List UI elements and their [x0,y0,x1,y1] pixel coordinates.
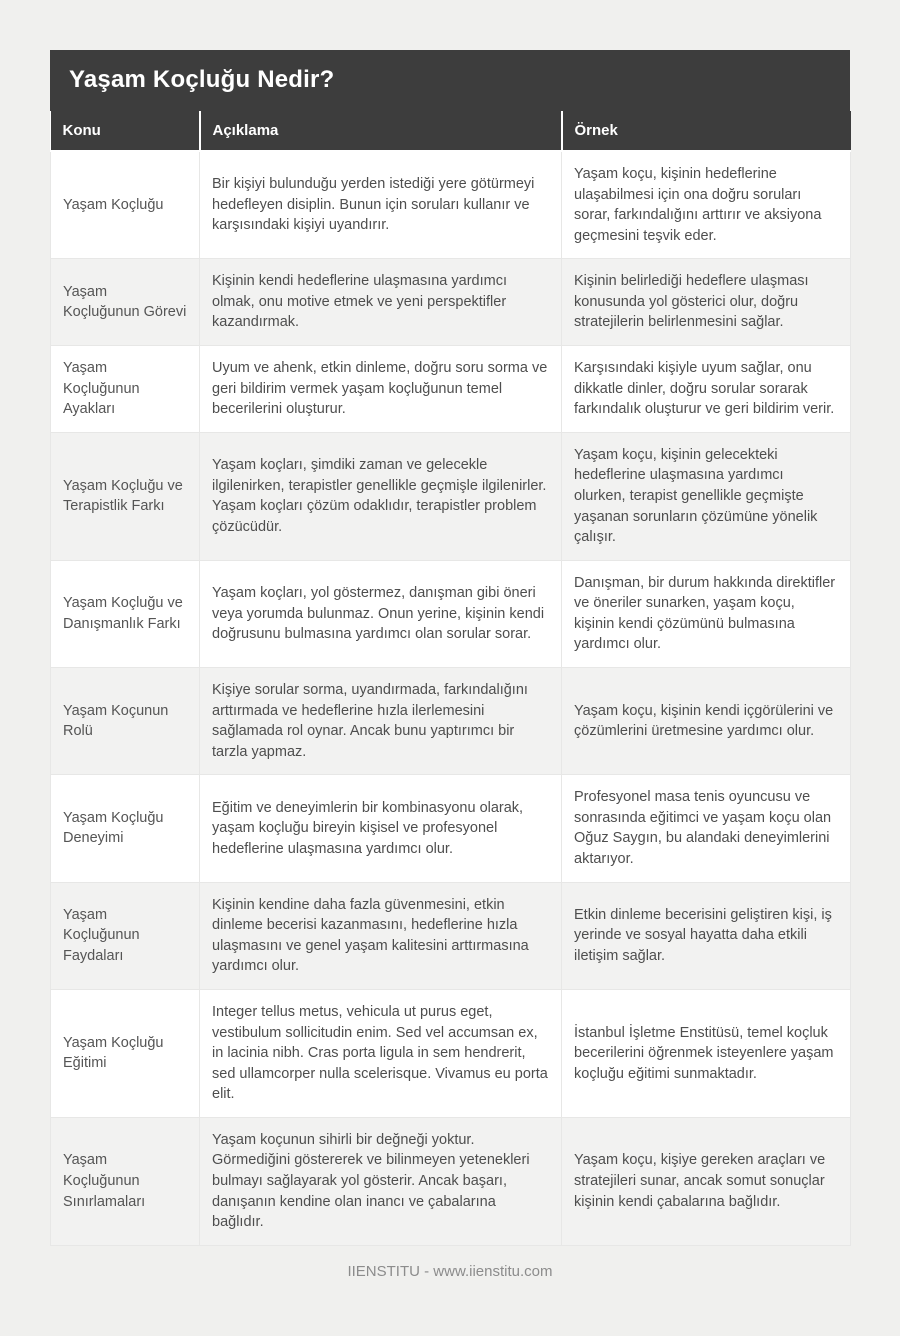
page-title: Yaşam Koçluğu Nedir? [50,50,850,111]
cell-description: Yaşam koçunun sihirli bir değneği yoktur. Görmediğini göstererek ve bilinmeyen yetenekleri bulmayı sağlayarak yol gösterir. Ancak başarı, danışanın kendine olan inancı ve çabalarına bağlıdır. [200,1117,562,1245]
cell-topic: Yaşam Koçluğu Eğitimi [51,989,200,1117]
cell-topic: Yaşam Koçluğunun Ayakları [51,346,200,433]
cell-topic: Yaşam Koçluğu ve Terapistlik Farkı [51,432,200,560]
column-header-topic: Konu [51,111,200,151]
cell-example: Yaşam koçu, kişinin kendi içgörülerini ve çözümlerini üretmesine yardımcı olur. [562,667,851,774]
cell-description: Integer tellus metus, vehicula ut purus eget, vestibulum sollicitudin enim. Sed vel accumsan ex, in lacinia nibh. Cras porta ligula in sem hendrerit, sed ullamcorper nulla scelerisque. Vivamus eu porta elit. [200,989,562,1117]
cell-description: Kişinin kendi hedeflerine ulaşmasına yardımcı olmak, onu motive etmek ve yeni perspektifler kazandırmak. [200,259,562,346]
cell-topic: Yaşam Koçluğunun Sınırlamaları [51,1117,200,1245]
table-row [51,151,851,259]
cell-example: Karşısındaki kişiyle uyum sağlar, onu dikkatle dinler, doğru sorular sorarak farkındalık oluşturur ve geri bildirim verir. [562,346,851,433]
header-row [51,111,851,151]
cell-example: Etkin dinleme becerisini geliştiren kişi, iş yerinde ve sosyal hayatta daha etkili iletişim sağlar. [562,882,851,989]
table-row [51,989,851,1117]
cell-topic: Yaşam Koçluğunun Görevi [51,259,200,346]
column-header-description: Açıklama [200,111,562,151]
table-row [51,667,851,774]
cell-example: Yaşam koçu, kişinin hedeflerine ulaşabilmesi için ona doğru soruları sorar, farkındalığını arttırır ve aksiyona geçmesini teşvik eder. [562,151,851,259]
cell-example: Kişinin belirlediği hedeflere ulaşması konusunda yol gösterici olur, doğru stratejilerin belirlenmesini sağlar. [562,259,851,346]
cell-topic: Yaşam Koçluğu Deneyimi [51,775,200,882]
cell-description: Kişiye sorular sorma, uyandırmada, farkındalığını arttırmada ve hedeflerine hızla ilerlemesini sağlamada rol oynar. Ancak bunu yaptırımcı bir tarzla yapmaz. [200,667,562,774]
cell-example: Yaşam koçu, kişiye gereken araçları ve stratejileri sunar, ancak somut sonuçlar kişinin kendi çabalarına bağlıdır. [562,1117,851,1245]
cell-topic: Yaşam Koçluğu [51,151,200,259]
table-header [51,111,851,151]
table-row [51,346,851,433]
cell-description: Yaşam koçları, yol göstermez, danışman gibi öneri veya yorumda bulunmaz. Onun yerine, kişinin kendi doğrusunu bulmasına yardımcı olan sorular sorar. [200,560,562,667]
cell-example: Danışman, bir durum hakkında direktifler ve öneriler sunarken, yaşam koçu, kişinin kendi çözümünü bulmasına yardımcı olur. [562,560,851,667]
footer-text: IIENSTITU - www.iienstitu.com [347,1262,553,1280]
info-table [50,111,851,1246]
cell-description: Kişinin kendine daha fazla güvenmesini, etkin dinleme becerisi kazanmasını, hedeflerine hızla ulaşmasını ve genel yaşam kalitesini arttırmasına yardımcı olur. [200,882,562,989]
table-row [51,259,851,346]
cell-example: Profesyonel masa tenis oyuncusu ve sonrasında eğitimci ve yaşam koçu olan Oğuz Saygın, bu alandaki deneyimlerini aktarıyor. [562,775,851,882]
table-row [51,560,851,667]
table-row [51,775,851,882]
table-row [51,432,851,560]
column-header-example: Örnek [562,111,851,151]
table-body [51,151,851,1245]
infographic-card [50,50,850,1246]
cell-topic: Yaşam Koçluğunun Faydaları [51,882,200,989]
table-row [51,882,851,989]
cell-description: Bir kişiyi bulunduğu yerden istediği yere götürmeyi hedefleyen disiplin. Bunun için soruları kullanır ve karşısındaki kişiyi uyandırır. [200,151,562,259]
cell-example: İstanbul İşletme Enstitüsü, temel koçluk becerilerini öğrenmek isteyenlere yaşam koçluğu eğitimi sunmaktadır. [562,989,851,1117]
cell-description: Yaşam koçları, şimdiki zaman ve gelecekle ilgilenirken, terapistler genellikle geçmişle ilgilenirler. Yaşam koçları çözüm odaklıdır, terapistler problem çözücüdür. [200,432,562,560]
cell-description: Eğitim ve deneyimlerin bir kombinasyonu olarak, yaşam koçluğu bireyin kişisel ve profesyonel hedeflerine ulaşmasına yardımcı olur. [200,775,562,882]
cell-topic: Yaşam Koçunun Rolü [51,667,200,774]
table-row [51,1117,851,1245]
cell-topic: Yaşam Koçluğu ve Danışmanlık Farkı [51,560,200,667]
cell-description: Uyum ve ahenk, etkin dinleme, doğru soru sorma ve geri bildirim vermek yaşam koçluğunun temel becerilerini oluşturur. [200,346,562,433]
cell-example: Yaşam koçu, kişinin gelecekteki hedeflerine ulaşmasına yardımcı olurken, terapist genellikle geçmişte yaşanan sorunların çözümüne yönelik çalışır. [562,432,851,560]
